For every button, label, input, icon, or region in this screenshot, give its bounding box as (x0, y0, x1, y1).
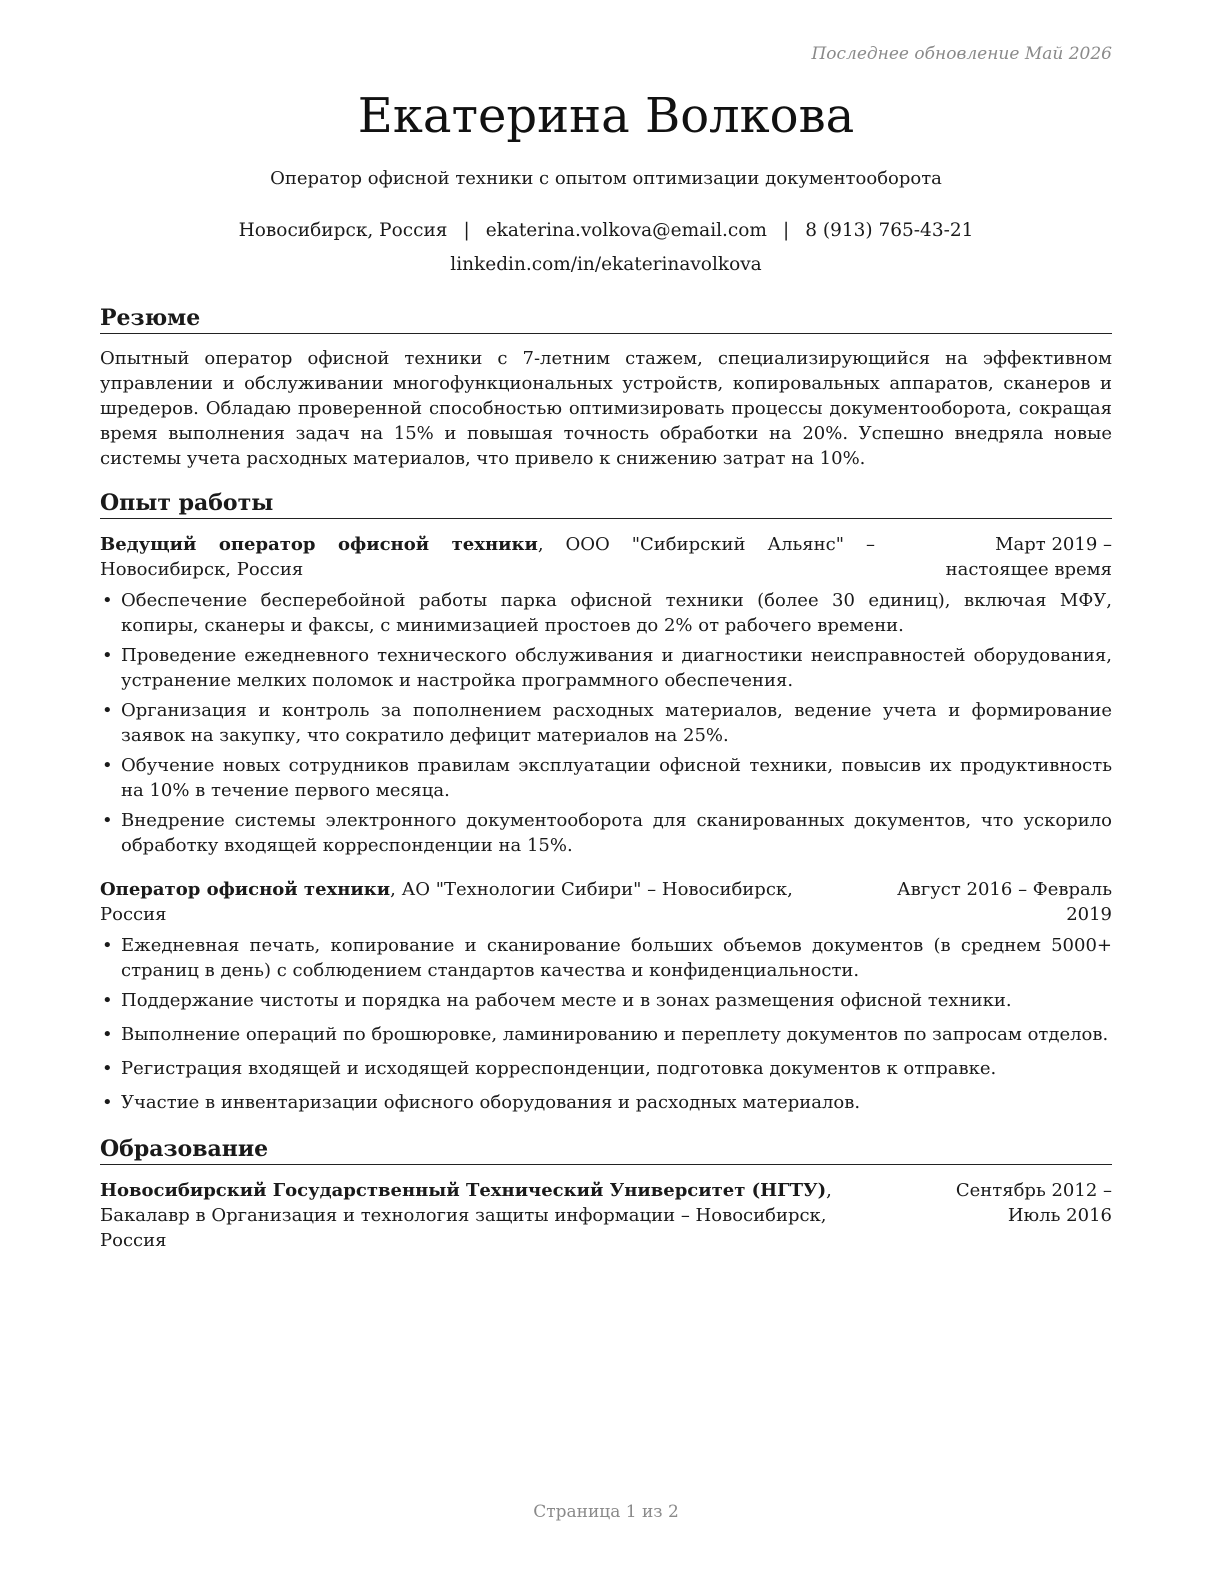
list-item: • Обеспечение бесперебойной работы парка офисной техники (более 30 единиц), включая МФУ, копиры, сканеры и факсы, с минимизацией простоев до 2% от рабочего времени. (102, 590, 1112, 636)
education-entry (100, 1178, 1112, 1253)
job-position: Оператор офисной техники (100, 879, 391, 900)
degree-details: , Бакалавр в Организация и технология защиты информации – Новосибирск, Россия (100, 1180, 832, 1251)
resume-page (100, 0, 1112, 1584)
summary-section (100, 304, 1112, 471)
separator: | (782, 220, 790, 241)
list-item: • Организация и контроль за пополнением расходных материалов, ведение учета и формирование заявок на закупку, что сократило дефицит материалов на 25%. (102, 700, 1112, 746)
job-bullets (100, 588, 1112, 858)
candidate-name: Екатерина Волкова (357, 88, 855, 144)
phone: 8 (913) 765-43-21 (805, 220, 974, 241)
list-item: • Поддержание чистоты и порядка на рабочем месте и в зонах размещения офисной техники. (102, 990, 1012, 1011)
email-link[interactable]: ekaterina.volkova@email.com (485, 220, 767, 241)
job-dates: Март 2019 – настоящее время (945, 534, 1112, 580)
job-entry (100, 877, 1112, 1115)
list-item: • Ежедневная печать, копирование и сканирование больших объемов документов (в среднем 5000+ страниц в день) с соблюдением стандартов качества и конфиденциальности. (102, 935, 1112, 981)
section-title: Опыт работы (100, 489, 1112, 519)
job-bullets (100, 933, 1112, 1115)
location: Новосибирск, Россия (238, 220, 448, 241)
list-item: • Обучение новых сотрудников правилам эксплуатации офисной техники, повысив их продуктивность на 10% в течение первого месяца. (102, 755, 1112, 801)
experience-section (100, 489, 1112, 1120)
last-updated: Последнее обновление Май 2026 (811, 44, 1112, 64)
linkedin-link[interactable]: linkedin.com/in/ekaterinavolkova (450, 254, 762, 275)
section-title: Образование (100, 1135, 1112, 1165)
headline: Оператор офисной техники с опытом оптимизации документооборота (270, 168, 942, 189)
job-company: , АО "Технологии Сибири" – Новосибирск, Россия (100, 879, 793, 925)
contact-line (100, 218, 1112, 244)
job-entry (100, 532, 1112, 858)
list-item: • Регистрация входящей и исходящей корреспонденции, подготовка документов к отправке. (102, 1058, 997, 1079)
list-item: • Участие в инвентаризации офисного оборудования и расходных материалов. (102, 1092, 861, 1113)
job-header (100, 877, 1112, 927)
education-section (100, 1135, 1112, 1253)
education-dates: Сентябрь 2012 – Июль 2016 (955, 1180, 1112, 1226)
separator: | (463, 220, 470, 241)
school-name: Новосибирский Государственный Технический Университет (НГТУ) (100, 1180, 827, 1201)
job-company: , ООО "Сибирский Альянс" – Новосибирск, Россия (100, 534, 875, 580)
list-item: • Проведение ежедневного технического обслуживания и диагностики неисправностей оборудования, устранение мелких поломок и настройка программного обеспечения. (102, 645, 1112, 691)
job-position: Ведущий оператор офисной техники (100, 534, 538, 555)
job-header (100, 532, 1112, 582)
summary-text: Опытный оператор офисной техники с 7-летним стажем, специализирующийся на эффективном управлении и обслуживании многофункциональных устройств, копировальных аппаратов, сканеров и шредеров. Обладаю проверенной способностью оптимизировать процессы документооборота, сокращая время выполнения задач на 15% и повышая точность обработки на 20%. Успешно внедряла новые системы учета расходных материалов, что привело к снижению затрат на 10%. (100, 348, 1112, 469)
job-dates: Август 2016 – Февраль 2019 (896, 879, 1112, 925)
list-item: • Выполнение операций по брошюровке, ламинированию и переплету документов по запросам отделов. (102, 1024, 1109, 1045)
page-number: Страница 1 из 2 (533, 1502, 679, 1522)
section-title: Резюме (100, 304, 1112, 334)
list-item: • Внедрение системы электронного документооборота для сканированных документов, что ускорило обработку входящей корреспонденции на 15%. (102, 810, 1112, 856)
